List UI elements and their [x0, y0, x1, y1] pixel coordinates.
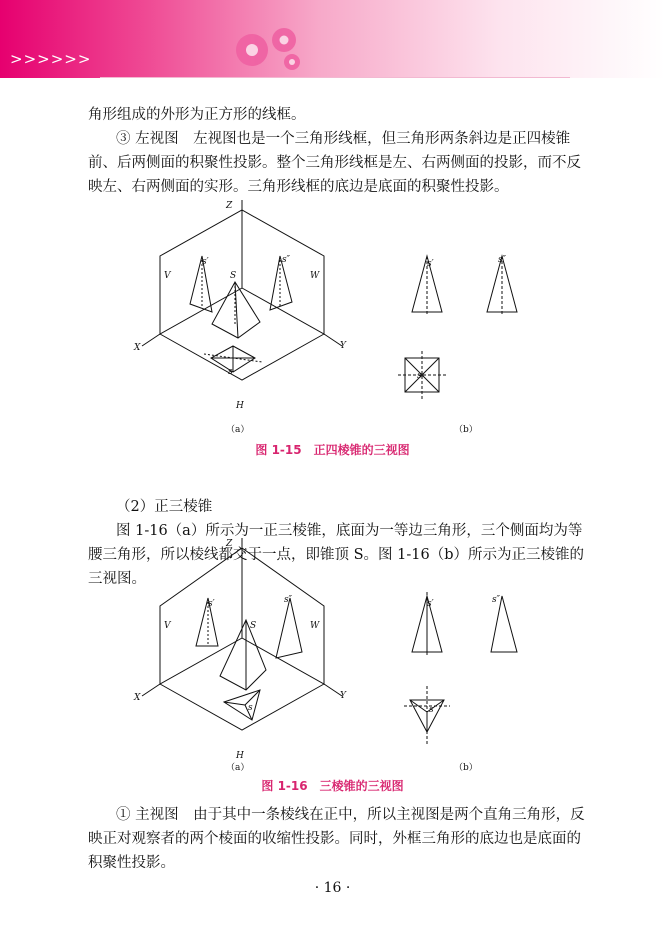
view-label-s-prime: s′: [427, 599, 434, 609]
gear-icon: [222, 18, 318, 76]
subfigure-label-b: （b）: [454, 763, 478, 773]
subfigure-label-a: （a）: [226, 425, 250, 435]
apex-label-s: S: [230, 271, 237, 281]
paragraph-triangular-pyramid: 图 1-16（a）所示为一正三棱锥，底面为一等边三角形，三个侧面均为等腰三角形，所以棱线都交于一点，即锥顶 S。图 1-16（b）所示为正三棱锥的三视图。: [88, 523, 585, 587]
figure-1-15: [120, 196, 540, 442]
point-label-s-double-prime: s″: [284, 595, 292, 605]
figure-caption-1-15: 图 1-15 正四棱锥的三视图: [255, 443, 410, 457]
apex-label-s: S: [250, 621, 257, 631]
figure-1-15-drawing: [120, 196, 540, 442]
plane-label-v: V: [164, 271, 171, 281]
point-label-s: s: [228, 367, 233, 377]
figure-1-16-drawing: [120, 534, 540, 780]
view-label-s: s: [417, 371, 422, 381]
page-number: · 16 ·: [314, 880, 351, 896]
plane-label-v: V: [164, 621, 171, 631]
point-label-s: s: [248, 703, 253, 713]
axis-label-x: X: [134, 343, 141, 353]
paragraph: 角形组成的外形为正方形的线框。: [88, 107, 306, 123]
view-label-s-double-prime: s″: [492, 595, 500, 605]
subfigure-label-b: （b）: [454, 425, 478, 435]
plane-label-w: W: [310, 271, 320, 281]
header-band: [0, 0, 665, 78]
point-label-s-double-prime: s″: [282, 255, 290, 265]
axis-label-z: Z: [226, 539, 233, 549]
axis-label-x: X: [134, 693, 141, 703]
plane-label-h: H: [236, 401, 244, 411]
view-label-s-prime: s′: [427, 259, 434, 269]
paragraph-front-view: ① 主视图 由于其中一条棱线在正中，所以主视图是两个直角三角形，反映正对观察者的两个棱面的收缩性投影。同时，外框三角形的底边也是底面的积聚性投影。: [88, 807, 585, 871]
paragraph-left-view: ③ 左视图 左视图也是一个三角形线框，但三角形两条斜边是正四棱锥前、后两侧面的积聚性投影。整个三角形线框是左、右两侧面的投影，而不反映左、右两侧面的实形。三角形线框的底边是底面的积聚性投影。: [88, 131, 581, 195]
view-label-s-double-prime: s″: [498, 255, 506, 265]
point-label-s-prime: s′: [208, 599, 215, 609]
header-arrows: >>>>>>: [10, 50, 92, 68]
axis-label-y: Y: [340, 341, 346, 351]
figure-caption-1-16: 图 1-16 三棱锥的三视图: [261, 779, 404, 793]
header-rule: [100, 77, 570, 78]
axis-label-z: Z: [226, 201, 233, 211]
axis-label-y: Y: [340, 691, 346, 701]
view-label-s: s: [429, 705, 434, 715]
point-label-s-prime: s′: [202, 257, 209, 267]
plane-label-h: H: [236, 751, 244, 761]
figure-1-16: [120, 534, 540, 780]
section-heading: （2）正三棱锥: [116, 499, 213, 515]
subfigure-label-a: （a）: [226, 763, 250, 773]
plane-label-w: W: [310, 621, 320, 631]
